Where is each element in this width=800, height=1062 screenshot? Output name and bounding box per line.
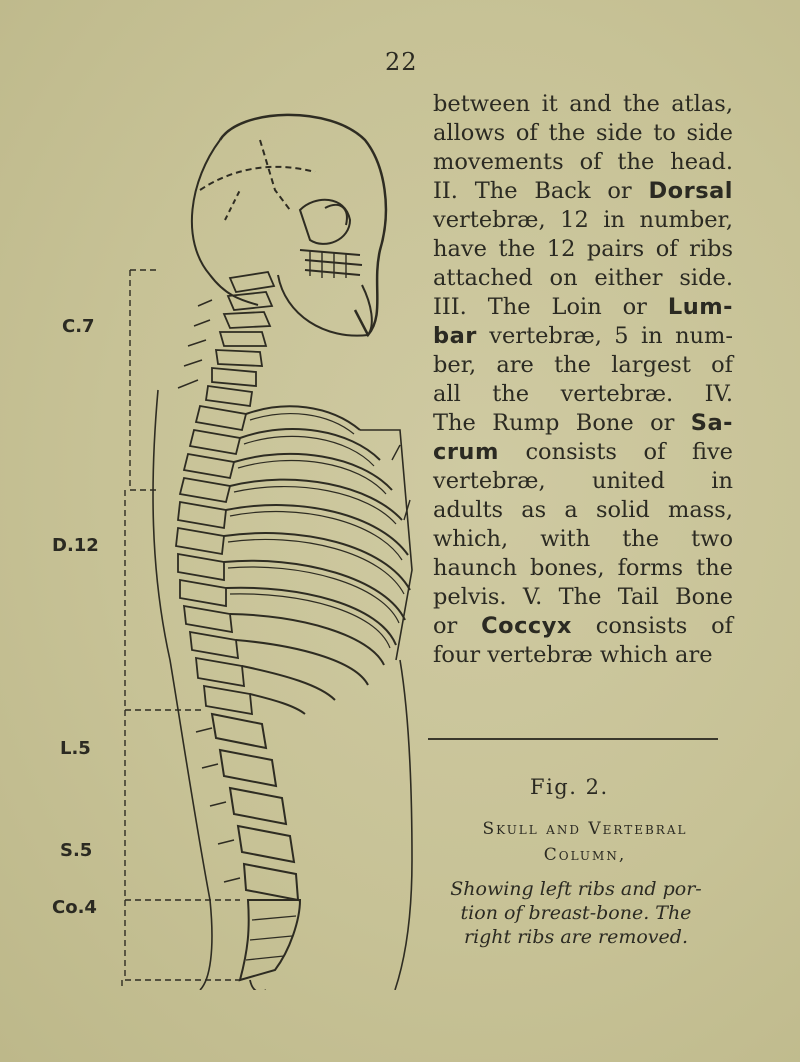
term-highlight: crum bbox=[433, 439, 499, 465]
text-line bbox=[433, 351, 733, 380]
text-run: ber, are the largest of bbox=[433, 352, 733, 378]
text-run: consists of bbox=[571, 613, 733, 639]
text-line bbox=[433, 322, 733, 351]
text-line bbox=[433, 90, 733, 119]
text-run: four vertebræ which are bbox=[433, 642, 713, 668]
text-line bbox=[433, 525, 733, 554]
figure-label: Fig. 2. bbox=[530, 775, 609, 799]
term-highlight: Dorsal bbox=[648, 178, 733, 204]
text-line bbox=[433, 467, 733, 496]
text-run: vertebræ, 12 in number, bbox=[433, 207, 733, 233]
figure-caption-line: right ribs are removed. bbox=[463, 926, 688, 948]
text-run: vertebræ, united in bbox=[433, 468, 733, 494]
text-line bbox=[433, 293, 733, 322]
term-highlight: Lum- bbox=[667, 294, 733, 320]
text-line bbox=[433, 554, 733, 583]
vertebra-label-dorsal: D.12 bbox=[52, 535, 99, 556]
vertebra-label-coccyx: Co.4 bbox=[52, 897, 97, 918]
text-run: vertebræ, 5 in num- bbox=[476, 323, 733, 349]
text-run: movements of the head. bbox=[433, 149, 733, 175]
text-line bbox=[433, 380, 733, 409]
figure-caption-line: Showing left ribs and por- bbox=[450, 878, 702, 900]
term-highlight: Coccyx bbox=[481, 613, 572, 639]
text-run: attached on either side. bbox=[433, 265, 733, 291]
text-run: all the vertebræ. IV. bbox=[433, 381, 733, 407]
text-line bbox=[433, 206, 733, 235]
vertebra-label-sacrum: S.5 bbox=[60, 840, 93, 861]
text-run: or bbox=[433, 613, 482, 639]
text-line bbox=[433, 612, 733, 641]
figure-title-line-2: Column, bbox=[543, 845, 627, 865]
term-highlight: bar bbox=[433, 323, 477, 349]
text-run: have the 12 pairs of ribs bbox=[433, 236, 733, 262]
caption-divider bbox=[428, 738, 718, 740]
figure-title-line-1: Skull and Vertebral bbox=[482, 819, 688, 839]
text-run: II. The Back or bbox=[433, 178, 649, 204]
vertebra-label-cervical: C.7 bbox=[62, 316, 95, 337]
text-run: pelvis. V. The Tail Bone bbox=[433, 584, 733, 610]
text-line bbox=[433, 583, 733, 612]
text-line bbox=[433, 438, 733, 467]
text-line bbox=[433, 409, 733, 438]
figure-caption-line: tion of breast-bone. The bbox=[460, 902, 692, 924]
text-line bbox=[433, 496, 733, 525]
text-line bbox=[433, 177, 733, 206]
figure-title bbox=[440, 816, 730, 868]
text-run: allows of the side to side bbox=[433, 120, 733, 146]
text-run: The Rump Bone or bbox=[433, 410, 691, 436]
text-run: consists of five bbox=[498, 439, 733, 465]
text-line bbox=[433, 148, 733, 177]
figure-caption bbox=[426, 877, 726, 949]
text-run: between it and the atlas, bbox=[433, 91, 733, 117]
text-line bbox=[433, 119, 733, 148]
term-highlight: Sa- bbox=[690, 410, 733, 436]
text-run: haunch bones, forms the bbox=[433, 555, 733, 581]
text-line bbox=[433, 235, 733, 264]
text-run: adults as a solid mass, bbox=[433, 497, 733, 523]
text-line bbox=[433, 641, 733, 670]
text-run: which, with the two bbox=[433, 526, 733, 552]
text-run: III. The Loin or bbox=[433, 294, 668, 320]
skeleton-illustration bbox=[100, 100, 430, 990]
text-line bbox=[433, 264, 733, 293]
vertebra-label-lumbar: L.5 bbox=[60, 738, 91, 759]
body-paragraph bbox=[433, 90, 733, 670]
page-number: 22 bbox=[385, 48, 418, 76]
